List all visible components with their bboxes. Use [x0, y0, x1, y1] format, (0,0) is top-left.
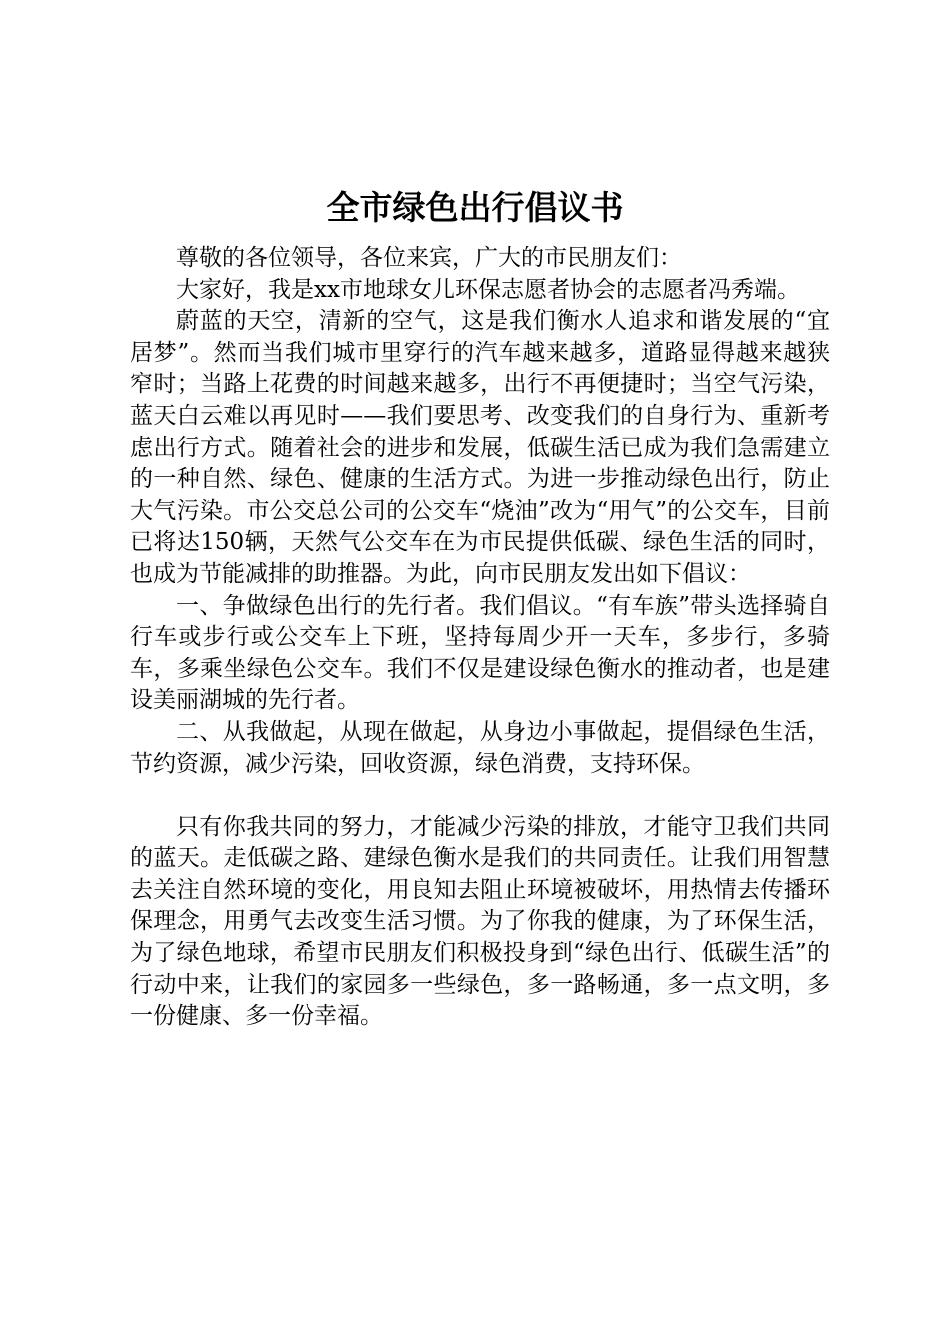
paragraph-spacer	[130, 780, 830, 812]
document-title: 全市绿色出行倡议书	[326, 188, 624, 227]
proposal-one-paragraph: 一、争做绿色出行的先行者。我们倡议。“有车族”带头选择骑自行车或步行或公交车上下班，坚持每周少开一天车，多步行，多骑车，多乘坐绿色公交车。我们不仅是建设绿色衡水的推动者，也是建设美丽湖城的先行者。	[130, 592, 830, 714]
greeting-paragraph: 大家好，我是xx市地球女儿环保志愿者协会的志愿者冯秀端。	[176, 276, 800, 303]
background-paragraph: 蔚蓝的天空，清新的空气，这是我们衡水人追求和谐发展的“宜居梦”。然而当我们城市里穿行的汽车越来越多，道路显得越来越狭窄时；当路上花费的时间越来越多，出行不再便捷时；当空气污染，蓝天白云难以再见时——我们要思考、改变我们的自身行为、重新考虑出行方式。随着社会的进步和发展，低碳生活已成为我们急需建立的一种自然、绿色、健康的生活方式。为进一步推动绿色出行，防止大气污染。市公交总公司的公交车“烧油”改为“用气”的公交车，目前已将达150辆，天然气公交车在为市民提供低碳、绿色生活的同时，也成为节能减排的助推器。为此，向市民朋友发出如下倡议：	[130, 308, 830, 587]
proposal-two-paragraph: 二、从我做起，从现在做起，从身边小事做起，提倡绿色生活，节约资源，减少污染，回收资源，绿色消费，支持环保。	[130, 718, 830, 777]
salutation-paragraph: 尊敬的各位领导，各位来宾，广大的市民朋友们：	[176, 245, 682, 271]
closing-paragraph: 只有你我共同的努力，才能减少污染的排放，才能守卫我们共同的蓝天。走低碳之路、建绿色衡水是我们的共同责任。让我们用智慧去关注自然环境的变化，用良知去阻止环境被破坏，用热情去传播环保理念，用勇气去改变生活习惯。为了你我的健康，为了环保生活，为了绿色地球，希望市民朋友们积极投身到“绿色出行、低碳生活”的行动中来，让我们的家园多一些绿色，多一路畅通，多一点文明，多一份健康、多一份幸福。	[130, 813, 830, 1030]
document-body	[130, 243, 830, 1033]
